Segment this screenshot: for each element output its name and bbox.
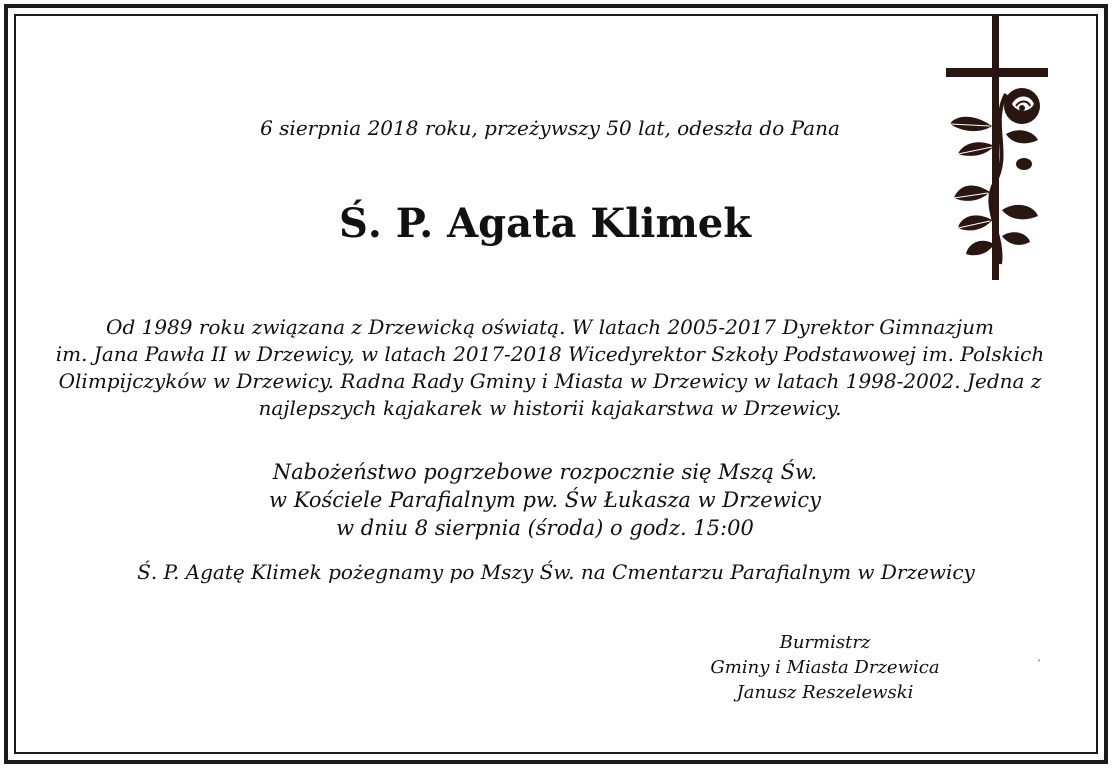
signature-block	[680, 630, 970, 705]
bio-line: Olimpijczyków w Drzewicy. Radna Rady Gminy i Miasta w Drzewicy w latach 1998-2002. Jedna z	[58, 369, 1042, 393]
intro-line: 6 sierpnia 2018 roku, przeżywszy 50 lat, odeszła do Pana	[260, 116, 840, 140]
service-info	[0, 458, 1090, 542]
bio-line: im. Jana Pawła II w Drzewicy, w latach 2017-2018 Wicedyrektor Szkoły Podstawowej im. Polskich	[55, 342, 1045, 366]
stray-mark: ´	[1036, 660, 1041, 671]
biography	[20, 314, 1080, 422]
signature-title: Burmistrz	[779, 632, 871, 653]
service-line: Nabożeństwo pogrzebowe rozpocznie się Mszą Św.	[272, 460, 818, 484]
farewell-line: Ś. P. Agatę Klimek pożegnamy po Mszy Św. na Cmentarzu Parafialnym w Drzewicy	[137, 560, 975, 584]
signature-person: Janusz Reszelewski	[736, 682, 914, 703]
service-line: w dniu 8 sierpnia (środa) o godz. 15:00	[336, 516, 754, 540]
bio-line: Od 1989 roku związana z Drzewicką oświatą. W latach 2005-2017 Dyrektor Gimnazjum	[106, 315, 994, 339]
signature-office: Gminy i Miasta Drzewica	[710, 657, 940, 678]
deceased-name: Ś. P. Agata Klimek	[339, 200, 751, 247]
bio-line: najlepszych kajakarek w historii kajakarstwa w Drzewicy.	[258, 396, 842, 420]
service-line: w Kościele Parafialnym pw. Św Łukasza w Drzewicy	[269, 488, 821, 512]
